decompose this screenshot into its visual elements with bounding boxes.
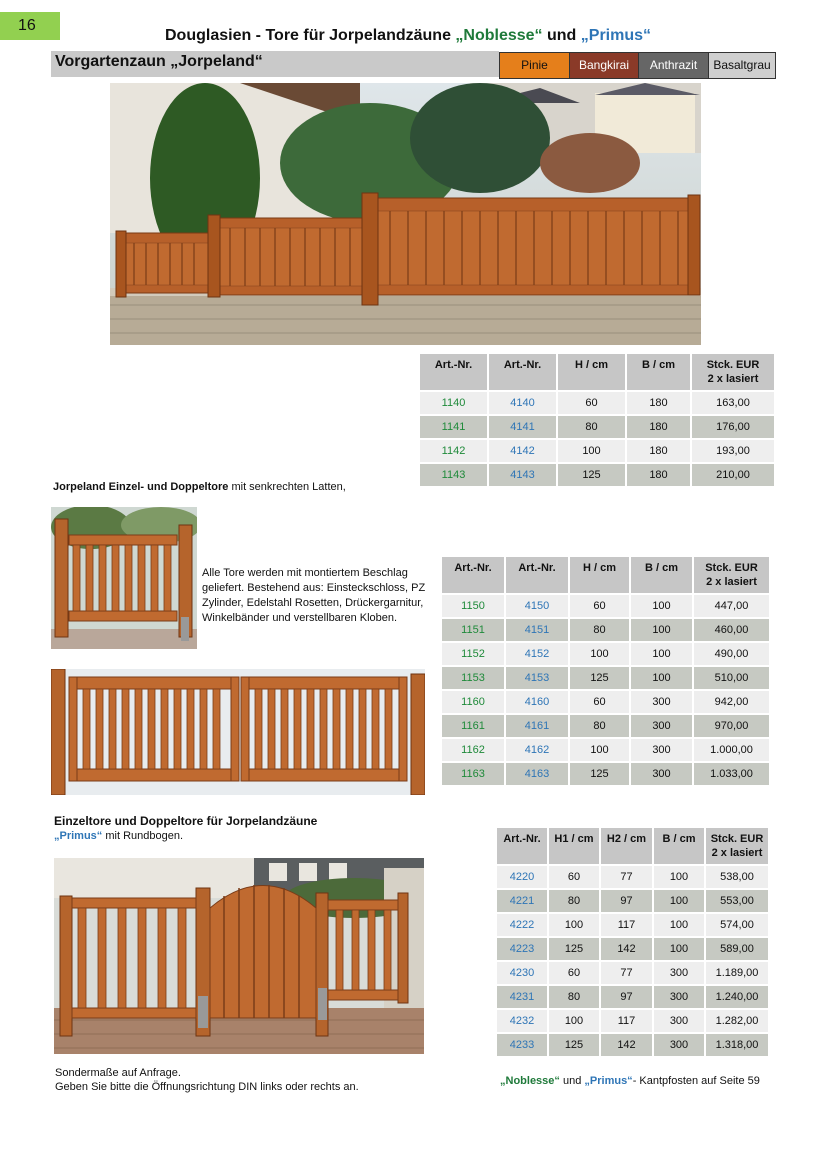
table-cell: 1163 — [442, 763, 504, 785]
table-cell: 574,00 — [706, 914, 768, 936]
gates-heading-rest: mit senkrechten Latten, — [228, 481, 346, 493]
col-art-nr-2: Art.-Nr. — [506, 557, 568, 593]
table-cell: 1143 — [420, 464, 487, 486]
table-cell: 538,00 — [706, 866, 768, 888]
table-cell: 4162 — [506, 739, 568, 761]
table-cell: 163,00 — [692, 392, 774, 414]
ref-noblesse: „Noblesse“ — [500, 1075, 560, 1087]
col-price-label: Stck. EUR — [706, 359, 760, 371]
table-cell: 180 — [627, 464, 690, 486]
swatch-anthrazit: Anthrazit — [639, 53, 709, 78]
table-cell: 1153 — [442, 667, 504, 689]
table-cell: 4151 — [506, 619, 568, 641]
double-gate-photo — [51, 669, 425, 795]
table-cell: 210,00 — [692, 464, 774, 486]
table-cell: 4233 — [497, 1034, 547, 1056]
table-row — [442, 667, 769, 689]
col-width: B / cm — [627, 354, 690, 390]
table-cell: 80 — [570, 619, 629, 641]
col-price — [692, 354, 774, 390]
primus-gate-photo — [54, 858, 424, 1054]
title-prefix: Douglasien - Tore für Jorpelandzäune — [165, 27, 456, 44]
price-table-gates — [440, 555, 771, 787]
col-art-nr-2: Art.-Nr. — [489, 354, 556, 390]
table-cell: 100 — [654, 890, 704, 912]
table-cell: 1160 — [442, 691, 504, 713]
gates-heading — [53, 480, 346, 495]
table-cell: 4150 — [506, 595, 568, 617]
table-cell: 125 — [558, 464, 625, 486]
ref-rest: - Kantpfosten auf Seite 59 — [632, 1075, 760, 1087]
title-noblesse: „Noblesse“ — [455, 27, 543, 44]
col-price-sub: 2 x lasiert — [706, 576, 757, 588]
col-height-1: H1 / cm — [549, 828, 599, 864]
table-cell: 1.318,00 — [706, 1034, 768, 1056]
table-cell: 125 — [549, 1034, 599, 1056]
table-cell: 970,00 — [694, 715, 769, 737]
col-height: H / cm — [558, 354, 625, 390]
swatch-basaltgrau: Basaltgrau — [709, 53, 775, 78]
table-cell: 60 — [549, 866, 599, 888]
table-cell: 1141 — [420, 416, 487, 438]
swatch-bangkirai: Bangkirai — [570, 53, 639, 78]
table-cell: 4143 — [489, 464, 556, 486]
table-cell: 4221 — [497, 890, 547, 912]
table-cell: 97 — [601, 890, 652, 912]
table-cell: 1162 — [442, 739, 504, 761]
table-cell: 447,00 — [694, 595, 769, 617]
color-swatches — [499, 52, 776, 79]
col-price-sub: 2 x lasiert — [711, 847, 763, 859]
table-cell: 4223 — [497, 938, 547, 960]
table-row — [497, 866, 768, 888]
page-title — [165, 27, 651, 45]
table-cell: 1151 — [442, 619, 504, 641]
table-cell: 490,00 — [694, 643, 769, 665]
table-cell: 100 — [549, 1010, 599, 1032]
swatch-pinie: Pinie — [500, 53, 570, 78]
table-row — [497, 1010, 768, 1032]
table-cell: 4163 — [506, 763, 568, 785]
table-cell: 142 — [601, 938, 652, 960]
table-cell: 125 — [570, 667, 629, 689]
table-cell: 4161 — [506, 715, 568, 737]
table-cell: 4152 — [506, 643, 568, 665]
page-number: 16 — [0, 12, 60, 40]
table-cell: 176,00 — [692, 416, 774, 438]
table-cell: 77 — [601, 866, 652, 888]
table-cell: 100 — [549, 914, 599, 936]
table-cell: 80 — [558, 416, 625, 438]
primus-brand: „Primus“ — [54, 830, 103, 842]
table-cell: 942,00 — [694, 691, 769, 713]
gates-description: Alle Tore werden mit montiertem Beschlag geliefert. Bestehend aus: Einsteckschloss, PZ Zylinder, Edelstahl Rosetten, Drückergarnitur, Winkelbänder und verstellbaren Kloben. — [202, 567, 426, 624]
table-cell: 125 — [570, 763, 629, 785]
table-cell: 100 — [631, 619, 692, 641]
primus-subheading — [54, 829, 183, 844]
table-row — [497, 1034, 768, 1056]
table-cell: 60 — [558, 392, 625, 414]
table-cell: 300 — [654, 986, 704, 1008]
table-cell: 4160 — [506, 691, 568, 713]
col-price-label: Stck. EUR — [710, 833, 764, 845]
table-cell: 300 — [631, 739, 692, 761]
col-height-2: H2 / cm — [601, 828, 652, 864]
table-row — [420, 440, 774, 462]
table-cell: 1.240,00 — [706, 986, 768, 1008]
table-row — [442, 619, 769, 641]
table-cell: 80 — [570, 715, 629, 737]
table-row — [442, 643, 769, 665]
table-row — [420, 392, 774, 414]
col-art-nr: Art.-Nr. — [497, 828, 547, 864]
table-cell: 142 — [601, 1034, 652, 1056]
table-cell: 4232 — [497, 1010, 547, 1032]
price-table-fence — [418, 352, 776, 488]
col-art-nr-1: Art.-Nr. — [420, 354, 487, 390]
table-row — [442, 715, 769, 737]
table-cell: 1.189,00 — [706, 962, 768, 984]
table-cell: 100 — [570, 643, 629, 665]
table-cell: 100 — [654, 914, 704, 936]
table-cell: 510,00 — [694, 667, 769, 689]
table-cell: 460,00 — [694, 619, 769, 641]
table-cell: 100 — [558, 440, 625, 462]
table-cell: 117 — [601, 914, 652, 936]
primus-subheading-rest: mit Rundbogen. — [102, 830, 184, 842]
table-cell: 180 — [627, 416, 690, 438]
single-gate-photo — [51, 507, 197, 649]
table-cell: 1.033,00 — [694, 763, 769, 785]
table-row — [497, 938, 768, 960]
table-cell: 300 — [654, 1034, 704, 1056]
table-row — [497, 986, 768, 1008]
table-cell: 100 — [631, 667, 692, 689]
table-cell: 1142 — [420, 440, 487, 462]
table-cell: 100 — [631, 643, 692, 665]
price-table-primus — [495, 826, 770, 1058]
table-cell: 117 — [601, 1010, 652, 1032]
table-cell: 4222 — [497, 914, 547, 936]
col-art-nr-1: Art.-Nr. — [442, 557, 504, 593]
title-primus: „Primus“ — [580, 27, 652, 44]
table-cell: 300 — [631, 763, 692, 785]
ref-primus: „Primus“ — [584, 1075, 633, 1087]
table-row — [420, 464, 774, 486]
table-cell: 100 — [654, 938, 704, 960]
gates-heading-bold: Jorpeland Einzel- und Doppeltore — [53, 481, 229, 493]
table-cell: 4220 — [497, 866, 547, 888]
table-cell: 100 — [654, 866, 704, 888]
table-row — [442, 739, 769, 761]
table-cell: 60 — [549, 962, 599, 984]
table-cell: 80 — [549, 890, 599, 912]
table-cell: 97 — [601, 986, 652, 1008]
col-width: B / cm — [631, 557, 692, 593]
fence-photo — [110, 83, 701, 345]
primus-heading: Einzeltore und Doppeltore für Jorpelandzäune — [54, 814, 318, 828]
table-cell: 1.000,00 — [694, 739, 769, 761]
table-row — [420, 416, 774, 438]
table-cell: 300 — [631, 691, 692, 713]
table-cell: 125 — [549, 938, 599, 960]
col-height: H / cm — [570, 557, 629, 593]
table-row — [497, 962, 768, 984]
table-row — [442, 691, 769, 713]
table-cell: 1150 — [442, 595, 504, 617]
post-reference — [500, 1074, 760, 1089]
ref-und: und — [559, 1075, 585, 1087]
table-row — [442, 595, 769, 617]
table-cell: 180 — [627, 440, 690, 462]
table-row — [497, 914, 768, 936]
col-price-label: Stck. EUR — [705, 562, 758, 574]
table-cell: 180 — [627, 392, 690, 414]
table-cell: 1.282,00 — [706, 1010, 768, 1032]
col-width: B / cm — [654, 828, 704, 864]
table-cell: 1161 — [442, 715, 504, 737]
table-row — [442, 763, 769, 785]
col-price-sub: 2 x lasiert — [707, 373, 759, 385]
table-cell: 100 — [631, 595, 692, 617]
col-price — [694, 557, 769, 593]
table-cell: 4153 — [506, 667, 568, 689]
table-cell: 4140 — [489, 392, 556, 414]
table-cell: 300 — [654, 1010, 704, 1032]
table-cell: 60 — [570, 691, 629, 713]
table-cell: 4231 — [497, 986, 547, 1008]
title-und: und — [542, 27, 581, 44]
table-cell: 1140 — [420, 392, 487, 414]
opening-direction-note: Geben Sie bitte die Öffnungsrichtung DIN links oder rechts an. — [55, 1081, 359, 1093]
table-cell: 77 — [601, 962, 652, 984]
table-cell: 4142 — [489, 440, 556, 462]
table-cell: 100 — [570, 739, 629, 761]
table-cell: 300 — [654, 962, 704, 984]
table-cell: 300 — [631, 715, 692, 737]
special-sizes-note: Sondermaße auf Anfrage. — [55, 1067, 181, 1079]
table-cell: 1152 — [442, 643, 504, 665]
section-title: Vorgartenzaun „Jorpeland“ — [51, 51, 499, 77]
table-cell: 4230 — [497, 962, 547, 984]
table-cell: 193,00 — [692, 440, 774, 462]
col-price — [706, 828, 768, 864]
table-cell: 4141 — [489, 416, 556, 438]
table-cell: 60 — [570, 595, 629, 617]
table-cell: 589,00 — [706, 938, 768, 960]
table-row — [497, 890, 768, 912]
table-cell: 80 — [549, 986, 599, 1008]
table-cell: 553,00 — [706, 890, 768, 912]
